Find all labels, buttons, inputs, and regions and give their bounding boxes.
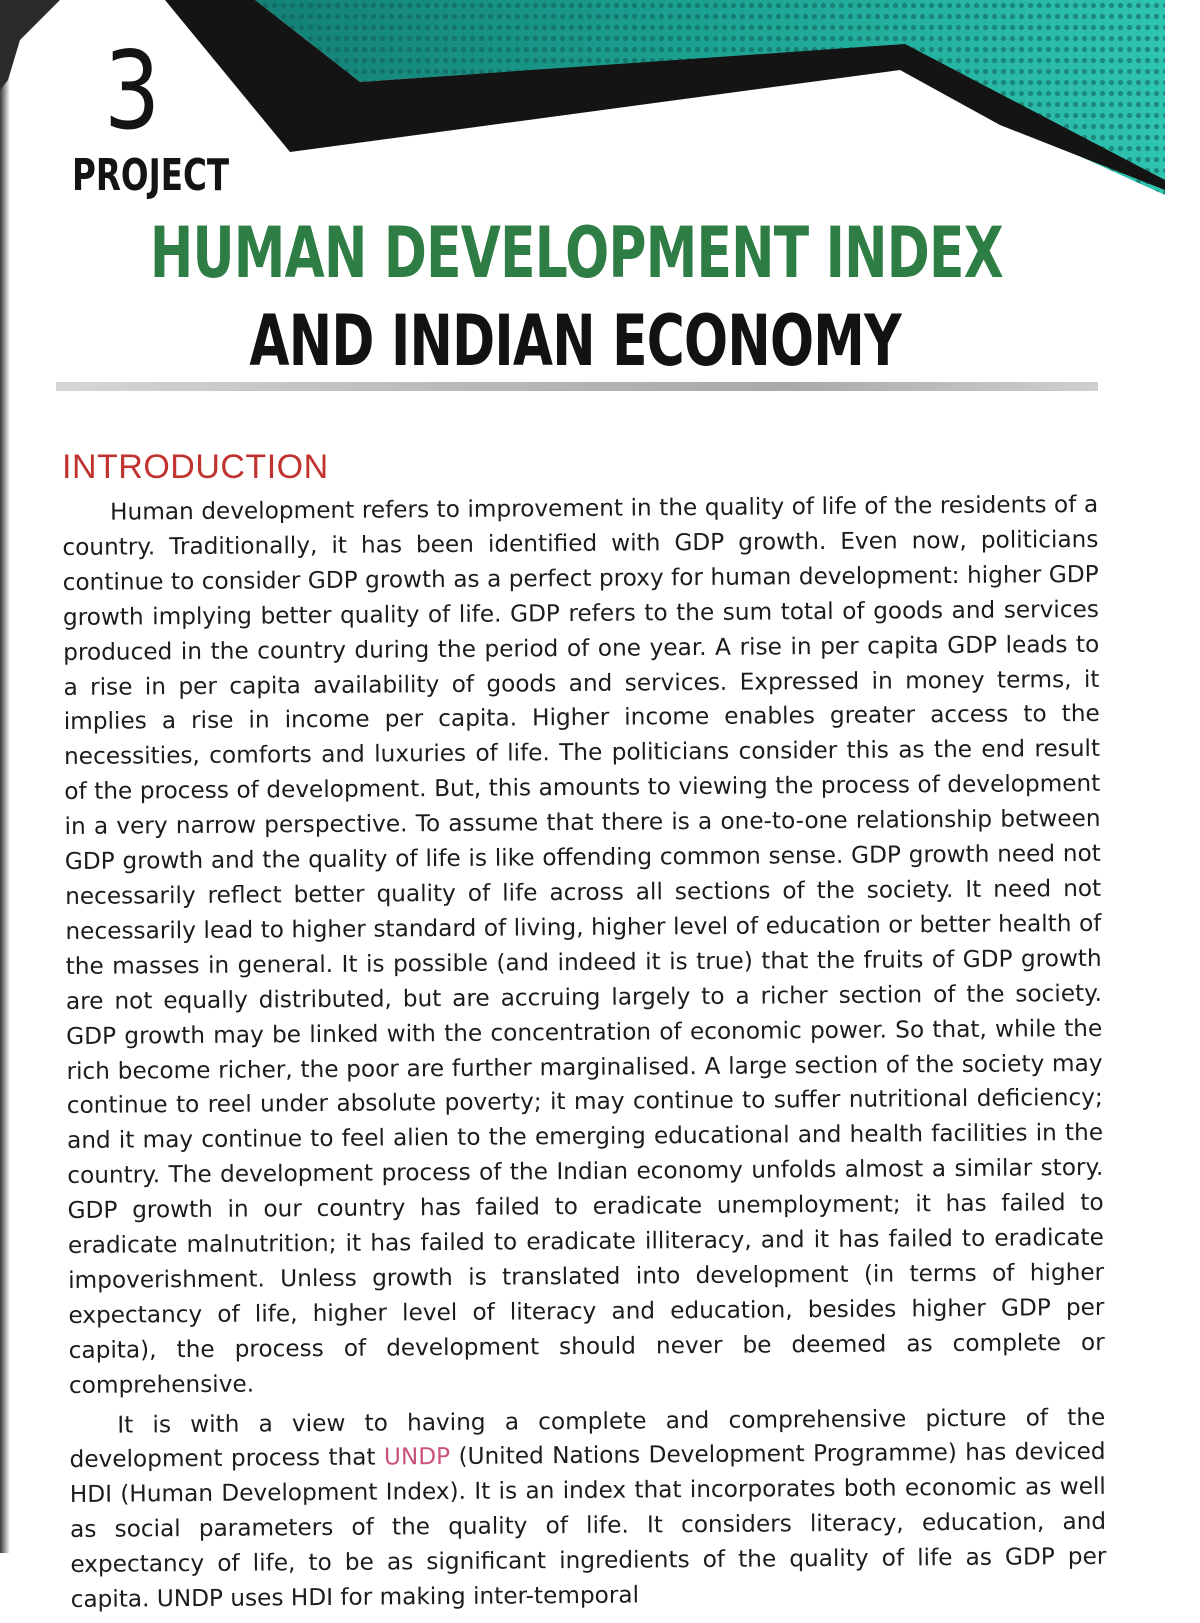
undp-term: UNDP <box>383 1443 451 1471</box>
title-line-2-text: AND INDIAN ECONOMY <box>249 300 901 382</box>
paragraph-2-end: (United Nations Development Programme) has deviced HDI (Human Development Index). It is an index that incorporates both economic as well as social parameters of the quality of life. It considers literacy, education, and expectancy of life, to be as significant ingredients of the quality of life as GDP per capita. UNDP uses HDI for making inter-temporal <box>69 1438 1107 1614</box>
title-line-2 <box>0 300 1150 382</box>
body-text <box>62 488 1107 1623</box>
title-line-1 <box>0 212 1150 294</box>
title-divider <box>56 382 1098 391</box>
section-heading: INTRODUCTION <box>62 448 329 486</box>
paragraph-2 <box>69 1400 1107 1618</box>
paragraph-1: Human development refers to improvement in the quality of life of the residents of a country. Traditionally, it has been identified with GDP growth. Even now, politicians continue to consider GDP growth as a perfect proxy for human development: higher GDP growth implying better quality of life. GDP refers to the sum total of goods and services produced in the country during the period of one year. A rise in per capita GDP leads to a rise in per capita availability of goods and services. Expressed in money terms, it implies a rise in income per capita. Higher income enables greater access to the necessities, comforts and luxuries of life. The politicians consider this as the end result of the process of development. But, this amounts to viewing the process of development in a very narrow perspective. To assume that there is a one-to-one relationship between GDP growth and the quality of life is like offending common sense. GDP growth need not necessarily reflect better quality of life across all sections of the society. It need not necessarily lead to higher standard of living, higher level of education or better health of the masses in general. It is possible (and indeed it is true) that the fruits of GDP growth are not equally distributed, but are accruing largely to a richer section of the society. GDP growth may be linked with the concentration of economic power. So that, while the rich become richer, the poor are further marginalised. A large section of the society may continue to reel under absolute poverty; it may continue to suffer nutritional deficiency; and it may continue to feel alien to the emerging educational and health facilities in the country. The development process of the Indian economy unfolds almost a similar story. GDP growth in our country has failed to eradicate unemployment; it has failed to eradicate malnutrition; it has failed to eradicate illiteracy, and it has failed to eradicate impoverishment. Unless growth is translated into development (in terms of higher expectancy of life, higher level of literacy and education, besides higher GDP per capita), the process of development should never be deemed as complete or comprehensive. <box>62 490 1105 1399</box>
chapter-label: PROJECT <box>72 150 230 201</box>
banner-left-curve <box>0 0 60 90</box>
title-line-1-text: HUMAN DEVELOPMENT INDEX <box>149 212 1003 294</box>
chapter-number: 3 <box>104 29 161 154</box>
paragraph-2-start: It is with a view to having a complete and comprehensive picture of the development process that <box>69 1403 1106 1474</box>
